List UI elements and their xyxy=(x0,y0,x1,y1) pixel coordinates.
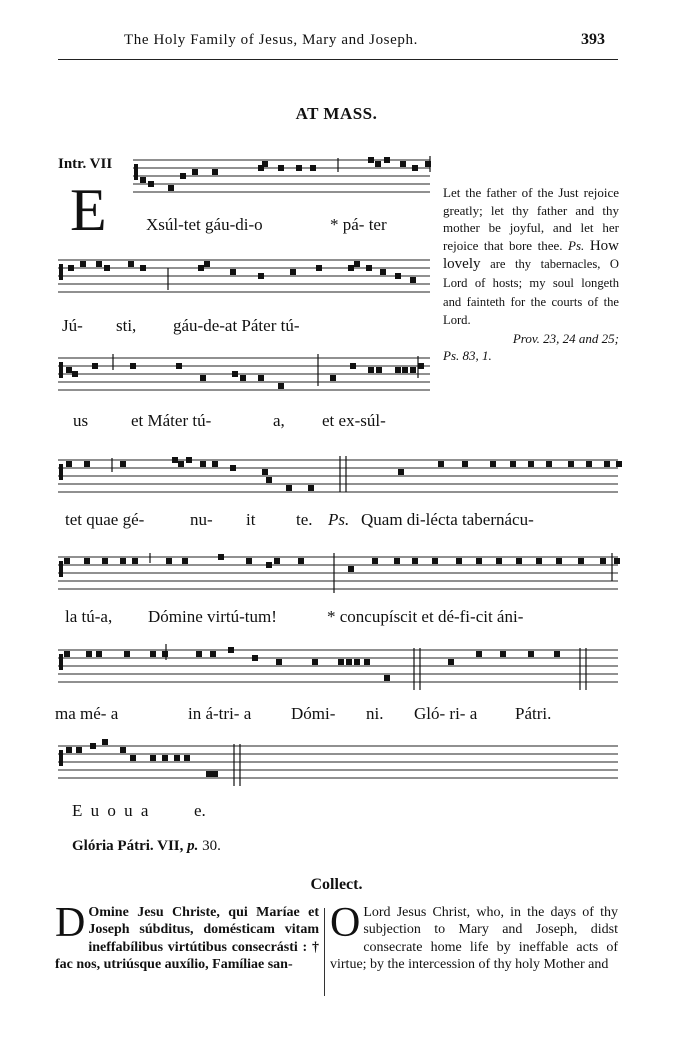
staff-3-neume-15 xyxy=(395,367,401,373)
staff-2-neume-3 xyxy=(96,261,102,267)
staff-1-neume-8 xyxy=(262,161,268,167)
chant-staff-4 xyxy=(0,450,673,500)
staff-5-neume-16 xyxy=(412,558,418,564)
lyric-7b: e. xyxy=(194,801,206,820)
staff-5-neume-14 xyxy=(372,558,378,564)
staff-5-neume-19 xyxy=(476,558,482,564)
lyric-3d: et ex-súl- xyxy=(322,411,386,430)
lyric-6d: ni. xyxy=(366,704,384,723)
staff-1-neume-1 xyxy=(140,177,146,183)
staff-6-neume-16 xyxy=(364,659,370,665)
staff-2-neume-7 xyxy=(198,265,204,271)
staff-3-neume-16 xyxy=(402,367,408,373)
chant-staff-7 xyxy=(0,736,673,786)
staff-1-neume-12 xyxy=(368,157,374,163)
staff-7-clef xyxy=(59,750,63,766)
staff-5-neume-4 xyxy=(120,558,126,564)
staff-3-neume-11 xyxy=(330,375,336,381)
staff-3-neume-13 xyxy=(368,367,374,373)
staff-3-neume-3 xyxy=(92,363,98,369)
introit-translation xyxy=(443,184,619,365)
staff-2-neume-5 xyxy=(128,261,134,267)
staff-2-neume-1 xyxy=(68,265,74,271)
staff-3-neume-14 xyxy=(376,367,382,373)
column-divider xyxy=(324,908,325,996)
staff-7-neume-2 xyxy=(76,747,82,753)
staff-1-neume-9 xyxy=(278,165,284,171)
staff-2-neume-18 xyxy=(410,277,416,283)
staff-4-neume-2 xyxy=(84,461,90,467)
staff-3-neume-17 xyxy=(410,367,416,373)
lyric-5c: * concupíscit et dé-fi-cit áni- xyxy=(327,607,524,626)
staff-1-neume-14 xyxy=(384,157,390,163)
staff-4-neume-8 xyxy=(212,461,218,467)
lyric-4e-ps: Ps. xyxy=(328,510,350,529)
staff-2-neume-8 xyxy=(204,261,210,267)
lyric-2b: sti, xyxy=(116,316,137,335)
staff-3-neume-8 xyxy=(240,375,246,381)
staff-2-neume-13 xyxy=(348,265,354,271)
staff-4-neume-10 xyxy=(262,469,268,475)
staff-4-neume-12 xyxy=(286,485,292,491)
staff-5-neume-9 xyxy=(246,558,252,564)
collect-english xyxy=(330,900,618,974)
staff-2-clef xyxy=(59,264,63,280)
staff-6-neume-4 xyxy=(124,651,130,657)
page-number: 393 xyxy=(581,31,605,48)
introit-label: Intr. VII xyxy=(58,156,113,172)
staff-2-neume-11 xyxy=(290,269,296,275)
staff-3-clef xyxy=(59,362,63,378)
staff-4-neume-9 xyxy=(230,465,236,471)
staff-6-svg xyxy=(0,640,673,690)
staff-7-neume-10 xyxy=(184,755,190,761)
staff-5-neume-3 xyxy=(102,558,108,564)
staff-4-neume-1 xyxy=(66,461,72,467)
staff-6-neume-22 xyxy=(554,651,560,657)
staff-6-neume-21 xyxy=(528,651,534,657)
staff-5-neume-13 xyxy=(348,566,354,572)
staff-7-neume-11 xyxy=(206,771,212,777)
staff-5-clef xyxy=(59,561,63,577)
chant-staff-6 xyxy=(0,640,673,690)
staff-1-neume-11 xyxy=(310,165,316,171)
staff-3-neume-18 xyxy=(418,363,424,369)
staff-4-neume-23 xyxy=(604,461,610,467)
staff-5-neume-17 xyxy=(432,558,438,564)
lyric-5a: la tú-a, xyxy=(65,607,113,626)
staff-1-neume-2 xyxy=(148,181,154,187)
staff-6-neume-19 xyxy=(476,651,482,657)
staff-4-neume-7 xyxy=(200,461,206,467)
staff-3-neume-9 xyxy=(258,375,264,381)
staff-5-neume-22 xyxy=(536,558,542,564)
staff-6-neume-6 xyxy=(162,651,168,657)
staff-7-neume-8 xyxy=(162,755,168,761)
staff-6-neume-8 xyxy=(210,651,216,657)
staff-7-neume-9 xyxy=(174,755,180,761)
lyric-6a: ma mé- a xyxy=(55,704,119,723)
staff-3-neume-5 xyxy=(176,363,182,369)
staff-5-neume-7 xyxy=(182,558,188,564)
collect-latin-text: Omine Jesu Christe, qui Maríae et Joseph súbditus, domésticam vitam ineffabílibus virtútibus consecrásti : † fac nos, utriúsque auxílio, Famíliae san- xyxy=(55,905,319,973)
translation-ps-label: Ps. xyxy=(568,237,585,253)
staff-3-neume-10 xyxy=(278,383,284,389)
staff-2-neume-14 xyxy=(354,261,360,267)
staff-5-neume-5 xyxy=(132,558,138,564)
translation-text: Let the father of the Just rejoice greatly; let thy father and thy mother be joyful, and let her rejoice that bore thee. xyxy=(443,185,619,253)
staff-4-neume-4 xyxy=(172,457,178,463)
staff-6-neume-13 xyxy=(338,659,344,665)
staff-1-clef xyxy=(134,164,138,180)
staff-2-neume-15 xyxy=(366,265,372,271)
staff-5-neume-26 xyxy=(614,558,620,564)
lyric-4b: nu- xyxy=(190,510,213,529)
introit-initial-letter: E xyxy=(70,177,107,243)
staff-2-neume-12 xyxy=(316,265,322,271)
staff-2-neume-2 xyxy=(80,261,86,267)
staff-4-neume-24 xyxy=(616,461,622,467)
staff-6-neume-12 xyxy=(312,659,318,665)
staff-3-neume-12 xyxy=(350,363,356,369)
staff-4-neume-14 xyxy=(398,469,404,475)
staff-7-neume-1 xyxy=(66,747,72,753)
staff-4-neume-15 xyxy=(438,461,444,467)
running-header-title: The Holy Family of Jesus, Mary and Joseph. xyxy=(124,32,418,48)
staff-1-neume-3 xyxy=(168,185,174,191)
staff-7-neume-4 xyxy=(102,739,108,745)
staff-4-neume-6 xyxy=(186,457,192,463)
staff-4-neume-19 xyxy=(528,461,534,467)
staff-4-clef xyxy=(59,464,63,480)
collect-title: Collect. xyxy=(310,876,363,893)
staff-6-clef xyxy=(59,654,63,670)
staff-6-neume-14 xyxy=(346,659,352,665)
staff-5-neume-10 xyxy=(266,562,272,568)
lyric-4a: tet quae gé- xyxy=(65,510,145,529)
staff-2-neume-10 xyxy=(258,273,264,279)
staff-3-neume-2 xyxy=(72,371,78,377)
translation-reference-1: Prov. 23, 24 and 25; xyxy=(512,330,619,346)
staff-7-neume-6 xyxy=(130,755,136,761)
staff-7-neume-5 xyxy=(120,747,126,753)
staff-5-neume-12 xyxy=(298,558,304,564)
staff-5-neume-1 xyxy=(64,558,70,564)
staff-7-svg xyxy=(0,736,673,786)
staff-5-neume-25 xyxy=(600,558,606,564)
translation-ps-text: are thy tabernacles, O Lord of hosts; my soul longeth and fainteth for the courts of the Lord. xyxy=(443,257,620,328)
lyric-6b: in á-tri- a xyxy=(188,704,252,723)
staff-5-neume-6 xyxy=(166,558,172,564)
staff-2-neume-6 xyxy=(140,265,146,271)
lyric-1b: * pá- ter xyxy=(330,215,387,234)
staff-2-neume-4 xyxy=(104,265,110,271)
staff-6-neume-17 xyxy=(384,675,390,681)
staff-6-neume-11 xyxy=(276,659,282,665)
staff-6-neume-18 xyxy=(448,659,454,665)
lyric-4c: it xyxy=(246,510,256,529)
staff-7-neume-12 xyxy=(212,771,218,777)
collect-english-text: Lord Jesus Christ, who, in the days of thy subjection to Mary and Joseph, didst consecrate home life by ineffable acts of virtue; by the intercession of thy holy Mother and xyxy=(330,905,618,973)
staff-1-neume-16 xyxy=(412,165,418,171)
translation-reference-2: Ps. 83, 1. xyxy=(443,348,492,364)
staff-6-neume-15 xyxy=(354,659,360,665)
chant-staff-5 xyxy=(0,547,673,597)
lyric-2a: Jú- xyxy=(62,316,83,335)
staff-4-neume-3 xyxy=(120,461,126,467)
staff-4-neume-20 xyxy=(546,461,552,467)
staff-6-neume-2 xyxy=(86,651,92,657)
staff-5-neume-24 xyxy=(578,558,584,564)
staff-4-neume-22 xyxy=(586,461,592,467)
staff-4-neume-5 xyxy=(178,461,184,467)
staff-2-neume-9 xyxy=(230,269,236,275)
staff-5-neume-11 xyxy=(274,558,280,564)
lyric-4f: Quam di-lécta tabernácu- xyxy=(361,510,534,529)
staff-2-neume-17 xyxy=(395,273,401,279)
staff-3-neume-6 xyxy=(200,375,206,381)
staff-6-neume-3 xyxy=(96,651,102,657)
lyric-3b: et Máter tú- xyxy=(131,411,212,430)
staff-6-neume-9 xyxy=(228,647,234,653)
staff-5-svg xyxy=(0,547,673,597)
collect-english-initial: O xyxy=(330,900,361,946)
staff-3-neume-7 xyxy=(232,371,238,377)
lyric-2c: gáu-de-at Páter tú- xyxy=(173,316,300,335)
lyric-6e: Gló- ri- a xyxy=(414,704,478,723)
staff-1-neume-6 xyxy=(212,169,218,175)
staff-4-neume-17 xyxy=(490,461,496,467)
gloria-patri-reference xyxy=(72,838,221,855)
lyric-3c: a, xyxy=(273,411,285,430)
lyric-1a: Xsúl-tet gáu-di-o xyxy=(146,215,263,234)
staff-6-neume-7 xyxy=(196,651,202,657)
gloria-text: Glória Pátri. VII, xyxy=(72,838,184,854)
lyric-6f: Pátri. xyxy=(515,704,552,723)
lyric-3a: us xyxy=(73,411,89,430)
collect-latin-initial: D xyxy=(55,900,86,946)
staff-4-neume-21 xyxy=(568,461,574,467)
gloria-page: 30. xyxy=(202,838,221,854)
staff-5-neume-2 xyxy=(84,558,90,564)
staff-3-neume-1 xyxy=(66,367,72,373)
collect-latin xyxy=(55,900,319,974)
gloria-page-label: p. xyxy=(187,838,199,854)
staff-1-neume-5 xyxy=(192,169,198,175)
header-rule xyxy=(58,59,618,60)
lyric-4d: te. xyxy=(296,510,313,529)
lyric-6c: Dómi- xyxy=(291,704,336,723)
staff-4-neume-18 xyxy=(510,461,516,467)
staff-1-neume-13 xyxy=(375,161,381,167)
staff-7-neume-3 xyxy=(90,743,96,749)
staff-6-neume-1 xyxy=(64,651,70,657)
section-title: AT MASS. xyxy=(295,104,378,123)
staff-5-neume-18 xyxy=(456,558,462,564)
staff-6-neume-20 xyxy=(500,651,506,657)
staff-4-svg xyxy=(0,450,673,500)
staff-1-neume-10 xyxy=(296,165,302,171)
staff-1-neume-15 xyxy=(400,161,406,167)
staff-5-neume-15 xyxy=(394,558,400,564)
staff-5-neume-23 xyxy=(556,558,562,564)
staff-4-neume-13 xyxy=(308,485,314,491)
staff-1-neume-4 xyxy=(180,173,186,179)
staff-4-neume-16 xyxy=(462,461,468,467)
staff-7-neume-7 xyxy=(150,755,156,761)
staff-6-neume-5 xyxy=(150,651,156,657)
staff-5-neume-21 xyxy=(516,558,522,564)
staff-2-neume-16 xyxy=(380,269,386,275)
staff-3-neume-4 xyxy=(130,363,136,369)
lyric-7a: E u o u a xyxy=(72,801,151,820)
translation-ps-lead: How lovely xyxy=(443,237,620,273)
staff-5-neume-20 xyxy=(496,558,502,564)
staff-4-neume-11 xyxy=(266,477,272,483)
staff-6-neume-10 xyxy=(252,655,258,661)
lyric-5b: Dómine virtú-tum! xyxy=(148,607,277,626)
staff-5-neume-8 xyxy=(218,554,224,560)
